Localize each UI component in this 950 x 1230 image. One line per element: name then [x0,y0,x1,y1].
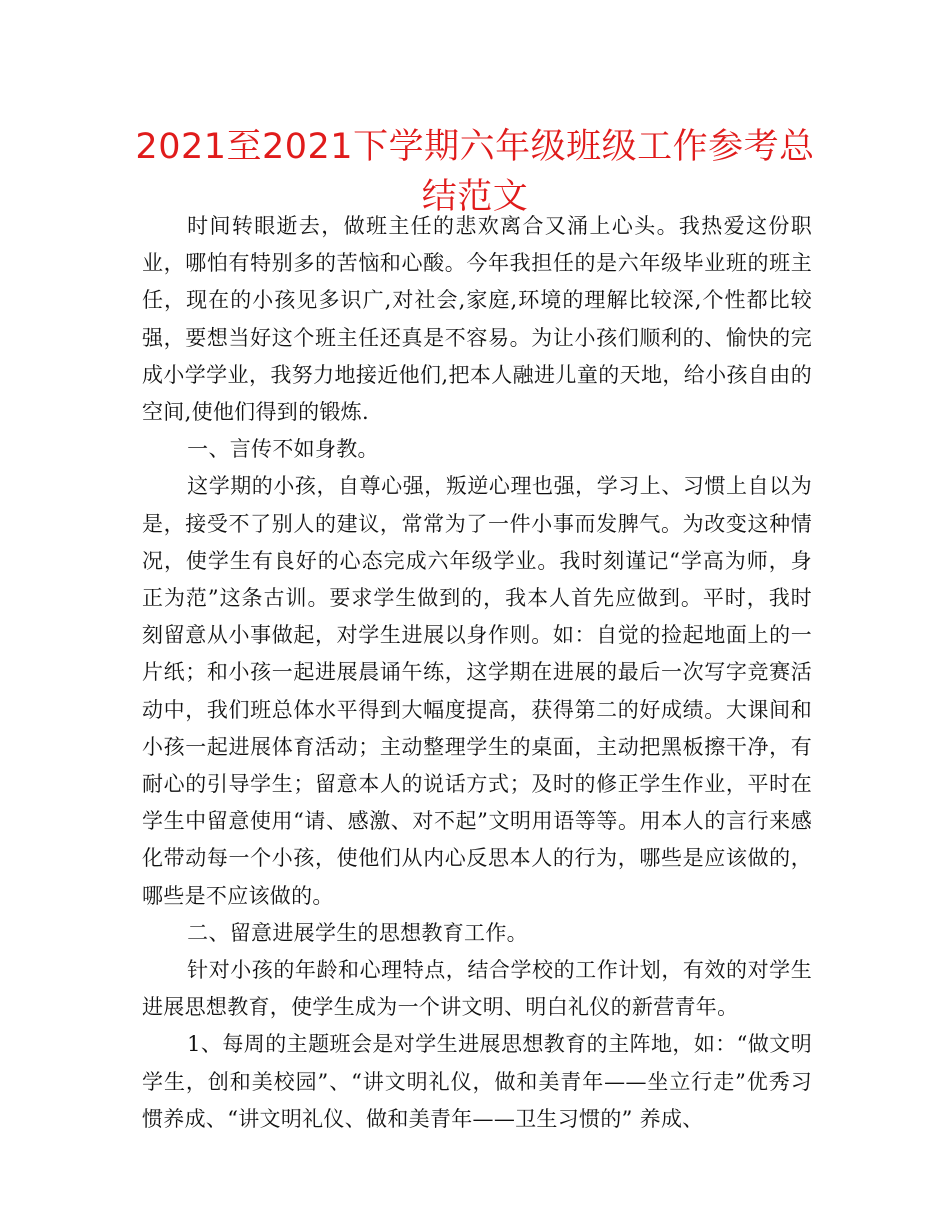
paragraph-section-1: 这学期的小孩，自尊心强，叛逆心理也强，学习上、习惯上自以为是，接受不了别人的建议，常常为了一件小事而发脾气。为改变这种情况，使学生有良好的心态完成六年级学业。我时刻谨记“学高为师，身正为范”这条古训。要求学生做到的，我本人首先应做到。平时，我时刻留意从小事做起，对学生进展以身作则。如：自觉的捡起地面上的一片纸；和小孩一起进展晨诵午练，这学期在进展的最后一次写字竞赛活动中，我们班总体水平得到大幅度提高，获得第二的好成绩。大课间和小孩一起进展体育活动；主动整理学生的桌面，主动把黑板擦干净，有耐心的引导学生；留意本人的说话方式；及时的修正学生作业，平时在学生中留意使用“请、感激、对不起”文明用语等等。用本人的言行来感化带动每一个小孩，使他们从内心反思本人的行为，哪些是应该做的，哪些是不应该做的。 [142,474,812,908]
paragraph-section-2: 针对小孩的年龄和心理特点，结合学校的工作计划，有效的对学生进展思想教育，使学生成为一个讲文明、明白礼仪的新营青年。 [142,958,812,1020]
section-heading-2: 二、留意进展学生的思想教育工作。 [187,920,528,945]
document-body [142,208,812,1138]
paragraph-item-1: 1、每周的主题班会是对学生进展思想教育的主阵地，如：“做文明学生，创和美校园”、“讲文明礼仪，做和美青年——坐立行走”优秀习惯养成、“讲文明礼仪、做和美青年——卫生习惯的” 养成、 [142,1032,812,1131]
paragraph-intro: 时间转眼逝去，做班主任的悲欢离合又涌上心头。我热爱这份职业，哪怕有特别多的苦恼和心酸。今年我担任的是六年级毕业班的班主任，现在的小孩见多识广,对社会,家庭,环境的理解比较深,个性都比较强，要想当好这个班主任还真是不容易。为让小孩们顺利的、愉快的完成小学学业，我努力地接近他们,把本人融进儿童的天地，给小孩自由的空间,使他们得到的锻炼. [142,214,812,425]
document-title: 2021至2021下学期六年级班级工作参考总结范文 [135,127,815,217]
section-heading-1: 一、言传不如身教。 [187,437,379,462]
